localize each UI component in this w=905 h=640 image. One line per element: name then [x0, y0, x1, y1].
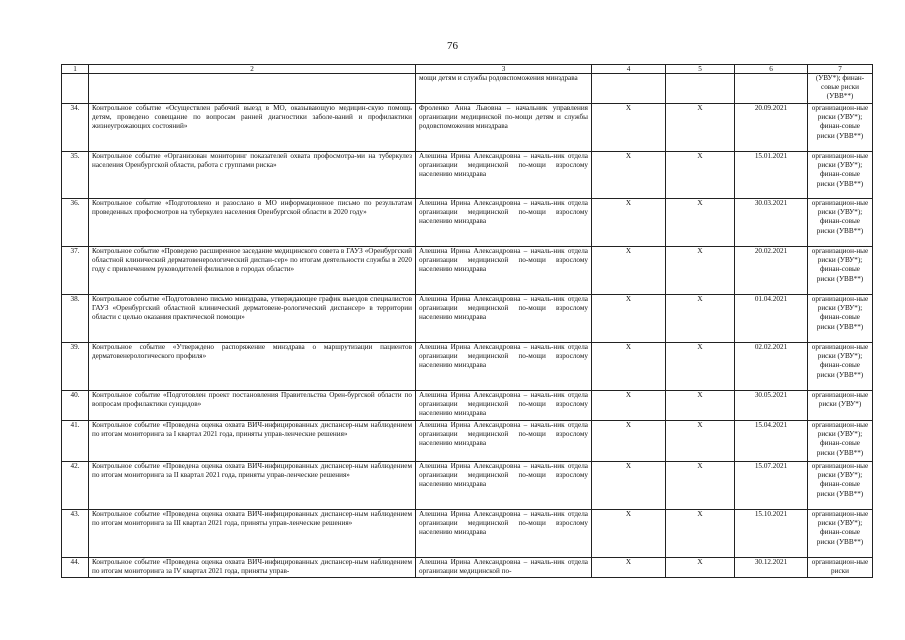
table-row — [62, 343, 873, 391]
responsible-person: Алешина Ирина Александровна – началь-ник отдела организации медицинской по-мощи взрослому населению минздрава — [416, 199, 592, 247]
responsible-person: Алешина Ирина Александровна – началь-ник отдела организации медицинской по-мощи взрослому населению минздрава — [416, 343, 592, 391]
deadline-date: 30.05.2021 — [735, 391, 808, 421]
column-5-mark: X — [666, 104, 735, 152]
column-4-mark: X — [592, 391, 666, 421]
deadline-date: 30.03.2021 — [735, 199, 808, 247]
event-description: Контрольное событие «Утверждено распоряжение минздрава о маршрутизации пациентов дерматовенерологического профиля» — [89, 343, 416, 391]
row-number — [62, 74, 89, 104]
event-description: Контрольное событие «Проведено расширенное заседание медицинского совета в ГАУЗ «Оренбургский областной клинический дерматовенерологический диспан-сер» по итогам деятельности службы в 2020 году с привлечением руководителей филиалов в городах области» — [89, 247, 416, 295]
column-5-mark: X — [666, 510, 735, 558]
column-4-mark: X — [592, 421, 666, 462]
responsible-person: Алешина Ирина Александровна – началь-ник отдела организации медицинской по- — [416, 558, 592, 578]
table-row — [62, 510, 873, 558]
table-row — [62, 152, 873, 199]
column-4-mark: X — [592, 462, 666, 510]
column-5-mark: X — [666, 343, 735, 391]
column-4-mark: X — [592, 199, 666, 247]
responsible-person: Алешина Ирина Александровна – началь-ник отдела организации медицинской по-мощи взрослому населению минздрава — [416, 391, 592, 421]
event-description: Контрольное событие «Подготовлено письмо минздрава, утверждающее график выездов специалистов ГАУЗ «Оренбургский областной клинический дерматовене-рологический диспансер» в территории области с целью оказания практической помощи» — [89, 295, 416, 343]
table-row — [62, 247, 873, 295]
table-row — [62, 104, 873, 152]
column-5-mark: X — [666, 247, 735, 295]
responsible-person: Алешина Ирина Александровна – началь-ник отдела организации медицинской по-мощи взрослому населению минздрава — [416, 510, 592, 558]
deadline-date: 15.01.2021 — [735, 152, 808, 199]
column-4-mark: X — [592, 343, 666, 391]
row-number: 38. — [62, 295, 89, 343]
risk-description: организацион-ные риски (УВУ*); финан-совые риски (УВВ**) — [808, 295, 873, 343]
events-table — [61, 64, 873, 578]
table-row — [62, 295, 873, 343]
column-5-mark: X — [666, 558, 735, 578]
deadline-date — [735, 74, 808, 104]
event-description: Контрольное событие «Подготовлено и разослано в МО информационное письмо по результатам проведенных профосмотров на туберкулез населения Оренбургской области в 2020 году» — [89, 199, 416, 247]
column-5-mark: X — [666, 421, 735, 462]
column-number: 5 — [666, 65, 735, 74]
deadline-date: 20.02.2021 — [735, 247, 808, 295]
row-number: 40. — [62, 391, 89, 421]
event-description: Контрольное событие «Организован мониторинг показателей охвата профосмотра-ми на туберкулез населения Оренбургской области, работа с группами риска» — [89, 152, 416, 199]
page-number: 76 — [447, 40, 458, 52]
event-description: Контрольное событие «Подготовлен проект постановления Правительства Орен-бургской области по вопросам профилактики суицидов» — [89, 391, 416, 421]
row-number: 43. — [62, 510, 89, 558]
responsible-person: Алешина Ирина Александровна – началь-ник отдела организации медицинской по-мощи взрослому населению минздрава — [416, 421, 592, 462]
responsible-person: Алешина Ирина Александровна – началь-ник отдела организации медицинской по-мощи взрослому населению минздрава — [416, 462, 592, 510]
column-number: 1 — [62, 65, 89, 74]
column-4-mark: X — [592, 558, 666, 578]
responsible-person: мощи детям и службы родовспоможения минздрава — [416, 74, 592, 104]
deadline-date: 20.09.2021 — [735, 104, 808, 152]
row-number: 37. — [62, 247, 89, 295]
column-4-mark — [592, 74, 666, 104]
risk-description: организацион-ные риски — [808, 558, 873, 578]
event-description: Контрольное событие «Проведена оценка охвата ВИЧ-инфицированных диспансер-ным наблюдением по итогам мониторинга за I квартал 2021 года, приняты управ-ленческие решения» — [89, 421, 416, 462]
column-5-mark: X — [666, 391, 735, 421]
row-number: 36. — [62, 199, 89, 247]
deadline-date: 01.04.2021 — [735, 295, 808, 343]
deadline-date: 30.12.2021 — [735, 558, 808, 578]
event-description: Контрольное событие «Осуществлен рабочий выезд в МО, оказывающую медицин-скую помощь детям, проведено совещание по вопросам ранней диагностики заболе-ваний и профилактики жизнеугрожающих состояний» — [89, 104, 416, 152]
column-number: 4 — [592, 65, 666, 74]
column-number-row — [62, 65, 873, 74]
column-number: 2 — [89, 65, 416, 74]
table-row — [62, 74, 873, 104]
responsible-person: Фроленко Анна Львовна – начальник управления организации медицинской по-мощи детям и службы родовспоможения минздрава — [416, 104, 592, 152]
risk-description: организацион-ные риски (УВУ*) — [808, 391, 873, 421]
event-description: Контрольное событие «Проведена оценка охвата ВИЧ-инфицированных диспансер-ным наблюдением по итогам мониторинга за III квартал 2021 года, приняты управ-ленческие решения» — [89, 510, 416, 558]
responsible-person: Алешина Ирина Александровна – началь-ник отдела организации медицинской по-мощи взрослому населению минздрава — [416, 295, 592, 343]
risk-description: организацион-ные риски (УВУ*); финан-совые риски (УВВ**) — [808, 104, 873, 152]
table-row — [62, 421, 873, 462]
column-5-mark — [666, 74, 735, 104]
risk-description: организацион-ные риски (УВУ*); финан-совые риски (УВВ**) — [808, 152, 873, 199]
deadline-date: 02.02.2021 — [735, 343, 808, 391]
risk-description: организацион-ные риски (УВУ*); финан-совые риски (УВВ**) — [808, 343, 873, 391]
column-5-mark: X — [666, 199, 735, 247]
risk-description: организацион-ные риски (УВУ*); финан-совые риски (УВВ**) — [808, 247, 873, 295]
row-number: 35. — [62, 152, 89, 199]
column-4-mark: X — [592, 295, 666, 343]
row-number: 42. — [62, 462, 89, 510]
table-row — [62, 558, 873, 578]
responsible-person: Алешина Ирина Александровна – началь-ник отдела организации медицинской по-мощи взрослому населению минздрава — [416, 152, 592, 199]
table-row — [62, 391, 873, 421]
deadline-date: 15.07.2021 — [735, 462, 808, 510]
risk-description: (УВУ*); финан-совые риски (УВВ**) — [808, 74, 873, 104]
column-number: 6 — [735, 65, 808, 74]
row-number: 44. — [62, 558, 89, 578]
risk-description: организацион-ные риски (УВУ*); финан-совые риски (УВВ**) — [808, 510, 873, 558]
column-5-mark: X — [666, 462, 735, 510]
column-5-mark: X — [666, 152, 735, 199]
row-number: 41. — [62, 421, 89, 462]
column-4-mark: X — [592, 152, 666, 199]
deadline-date: 15.10.2021 — [735, 510, 808, 558]
table-row — [62, 462, 873, 510]
column-5-mark: X — [666, 295, 735, 343]
event-description — [89, 74, 416, 104]
row-number: 34. — [62, 104, 89, 152]
event-description: Контрольное событие «Проведена оценка охвата ВИЧ-инфицированных диспансер-ным наблюдением по итогам мониторинга за IV квартал 2021 года, приняты управ- — [89, 558, 416, 578]
row-number: 39. — [62, 343, 89, 391]
column-4-mark: X — [592, 510, 666, 558]
column-number: 7 — [808, 65, 873, 74]
responsible-person: Алешина Ирина Александровна – началь-ник отдела организации медицинской по-мощи взрослому населению минздрава — [416, 247, 592, 295]
risk-description: организацион-ные риски (УВУ*); финан-совые риски (УВВ**) — [808, 462, 873, 510]
deadline-date: 15.04.2021 — [735, 421, 808, 462]
risk-description: организацион-ные риски (УВУ*); финан-совые риски (УВВ**) — [808, 421, 873, 462]
column-number: 3 — [416, 65, 592, 74]
column-4-mark: X — [592, 247, 666, 295]
column-4-mark: X — [592, 104, 666, 152]
event-description: Контрольное событие «Проведена оценка охвата ВИЧ-инфицированных диспансер-ным наблюдением по итогам мониторинга за II квартал 2021 года, приняты управ-ленческие решения» — [89, 462, 416, 510]
table-row — [62, 199, 873, 247]
risk-description: организацион-ные риски (УВУ*); финан-совые риски (УВВ**) — [808, 199, 873, 247]
